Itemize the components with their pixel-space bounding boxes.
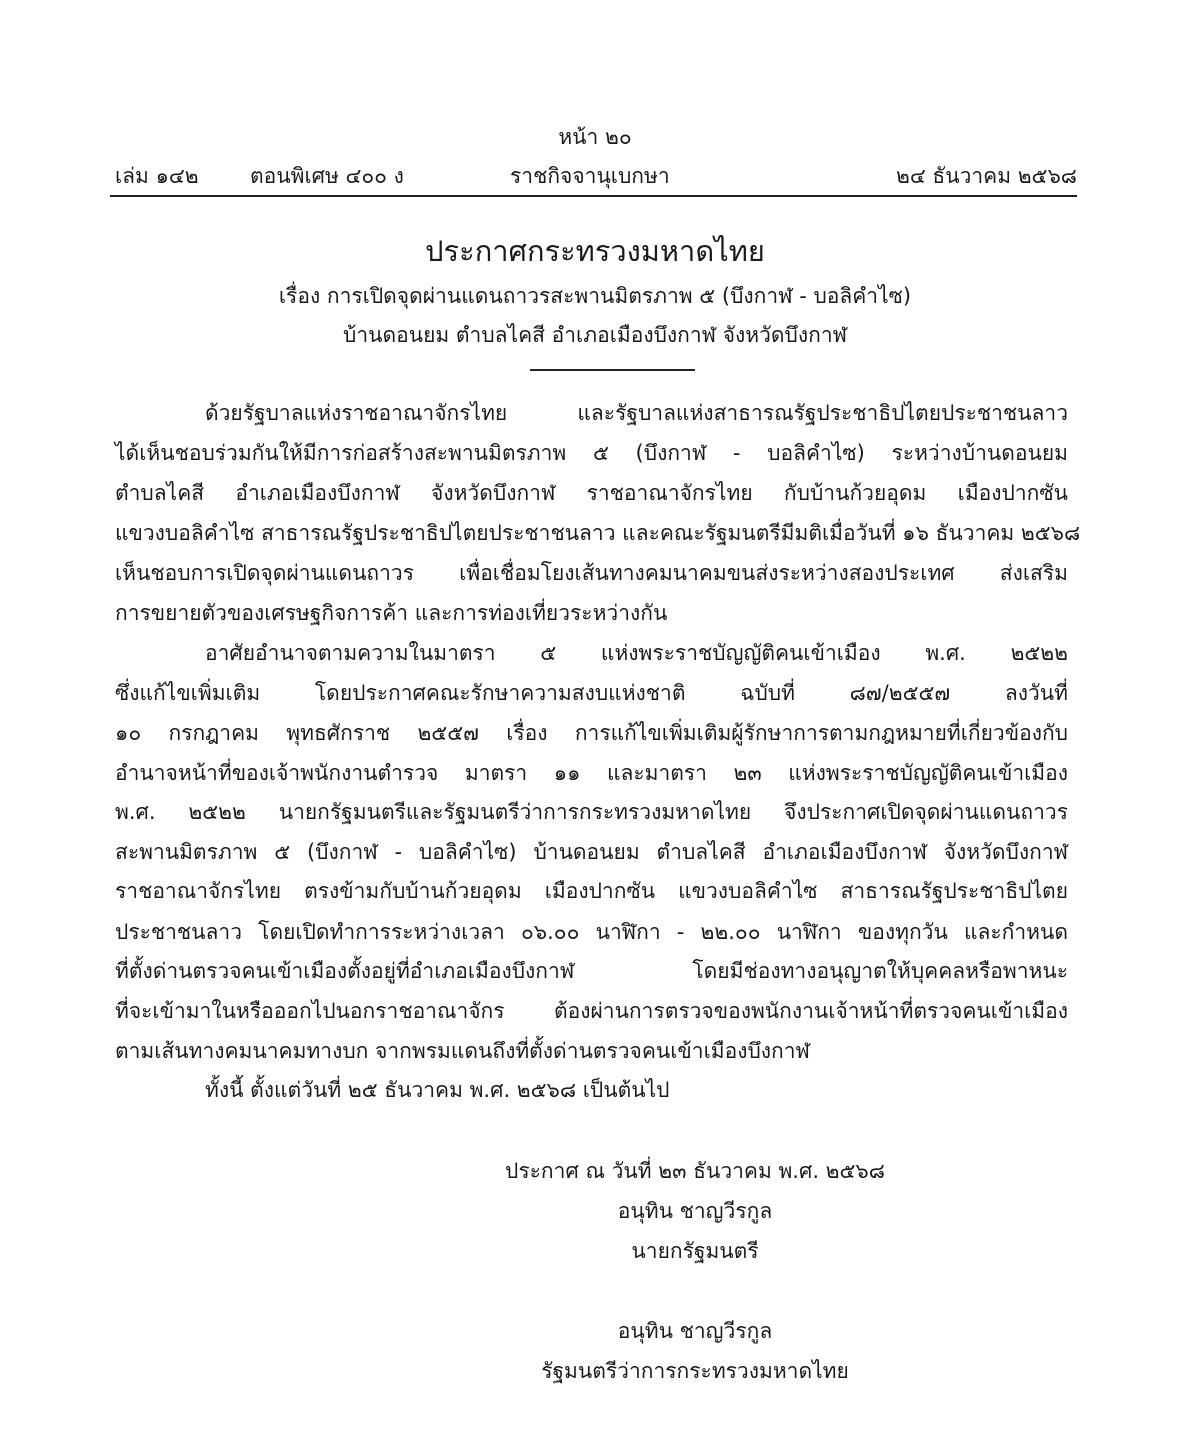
body-line: เห็นชอบการเปิดจุดผ่านแดนถาวร เพื่อเชื่อมโยงเส้นทางคมนาคมขนส่งระหว่างสองประเทศ ส่งเสริม [115,561,1068,585]
header-divider [110,195,1077,197]
body-line: การขยายตัวของเศรษฐกิจการค้า และการท่องเที่ยวระหว่างกัน [115,601,668,625]
body-line: ประชาชนลาว โดยเปิดทำการระหว่างเวลา ๐๖.๐๐ นาฬิกา - ๒๒.๐๐ นาฬิกา ของทุกวัน และกำหนด [115,920,1068,944]
body-line: แขวงบอลิคำไซ สาธารณรัฐประชาธิปไตยประชาชนลาว และคณะรัฐมนตรีมีมติเมื่อวันที่ ๑๖ ธันวาคม ๒๕๖๘ [115,521,1081,545]
volume: เล่ม ๑๔๒ [115,164,199,188]
announcement-date: ประกาศ ณ วันที่ ๒๓ ธันวาคม พ.ศ. ๒๕๖๘ [505,1159,885,1183]
issue: ตอนพิเศษ ๔๐๐ ง [250,164,404,188]
body-line: ที่ตั้งด่านตรวจคนเข้าเมืองตั้งอยู่ที่อำเภอเมืองบึงกาฬ โดยมีช่องทางอนุญาตให้บุคคลหรือพาหนะ [115,959,1068,983]
body-line: สะพานมิตรภาพ ๕ (บึงกาฬ - บอลิคำไซ) บ้านดอนยม ตำบลไคสี อำเภอเมืองบึงกาฬ จังหวัดบึงกาฬ [115,840,1068,864]
page-number: หน้า ๒๐ [558,125,632,149]
body-line: พ.ศ. ๒๕๒๒ นายกรัฐมนตรีและรัฐมนตรีว่าการกระทรวงมหาดไทย จึงประกาศเปิดจุดผ่านแดนถาวร [115,800,1068,824]
subject-line: เรื่อง การเปิดจุดผ่านแดนถาวรสะพานมิตรภาพ ๕ (บึงกาฬ - บอลิคำไซ) [278,284,912,308]
gazette-name: ราชกิจจานุเบกษา [510,164,670,188]
body-line: ได้เห็นชอบร่วมกันให้มีการก่อสร้างสะพานมิตรภาพ ๕ (บึงกาฬ - บอลิคำไซ) ระหว่างบ้านดอนยม [115,441,1068,465]
signatory-name: อนุทิน ชาญวีรกูล [617,1199,773,1223]
subject-line: บ้านดอนยม ตำบลไคสี อำเภอเมืองบึงกาฬ จังหวัดบึงกาฬ [343,323,847,347]
body-line: ราชอาณาจักรไทย ตรงข้ามกับบ้านก้วยอุดม เมืองปากซัน แขวงบอลิคำไซ สาธารณรัฐประชาธิปไตย [115,879,1068,903]
signatory-position: รัฐมนตรีว่าการกระทรวงมหาดไทย [541,1359,849,1383]
body-line: ซึ่งแก้ไขเพิ่มเติม โดยประกาศคณะรักษาความสงบแห่งชาติ ฉบับที่ ๘๗/๒๕๕๗ ลงวันที่ [115,681,1068,705]
document-title: ประกาศกระทรวงมหาดไทย [425,234,765,268]
body-line: ตำบลไคสี อำเภอเมืองบึงกาฬ จังหวัดบึงกาฬ ราชอาณาจักรไทย กับบ้านก้วยอุดม เมืองปากซัน [115,481,1068,505]
body-line: ทั้งนี้ ตั้งแต่วันที่ ๒๕ ธันวาคม พ.ศ. ๒๕๖๘ เป็นต้นไป [205,1078,670,1102]
body-line: ๑๐ กรกฎาคม พุทธศักราช ๒๕๕๗ เรื่อง การแก้ไขเพิ่มเติมผู้รักษาการตามกฎหมายที่เกี่ยวข้องกับ [115,721,1068,745]
body-line: ด้วยรัฐบาลแห่งราชอาณาจักรไทย และรัฐบาลแห่งสาธารณรัฐประชาธิปไตยประชาชนลาว [205,401,1068,425]
body-line: ตามเส้นทางคมนาคมทางบก จากพรมแดนถึงที่ตั้งด่านตรวจคนเข้าเมืองบึงกาฬ [115,1039,810,1063]
gazette-date: ๒๔ ธันวาคม ๒๕๖๘ [895,164,1077,188]
body-line: อำนาจหน้าที่ของเจ้าพนักงานตำรวจ มาตรา ๑๑ และมาตรา ๒๓ แห่งพระราชบัญญัติคนเข้าเมือง [115,761,1068,785]
body-line: ที่จะเข้ามาในหรือออกไปนอกราชอาณาจักร ต้องผ่านการตรวจของพนักงานเจ้าหน้าที่ตรวจคนเข้าเมือง [115,999,1068,1023]
body-line: อาศัยอำนาจตามความในมาตรา ๕ แห่งพระราชบัญญัติคนเข้าเมือง พ.ศ. ๒๕๒๒ [205,641,1068,665]
title-divider [530,369,695,371]
signatory-position: นายกรัฐมนตรี [631,1239,759,1263]
signatory-name: อนุทิน ชาญวีรกูล [617,1319,773,1343]
